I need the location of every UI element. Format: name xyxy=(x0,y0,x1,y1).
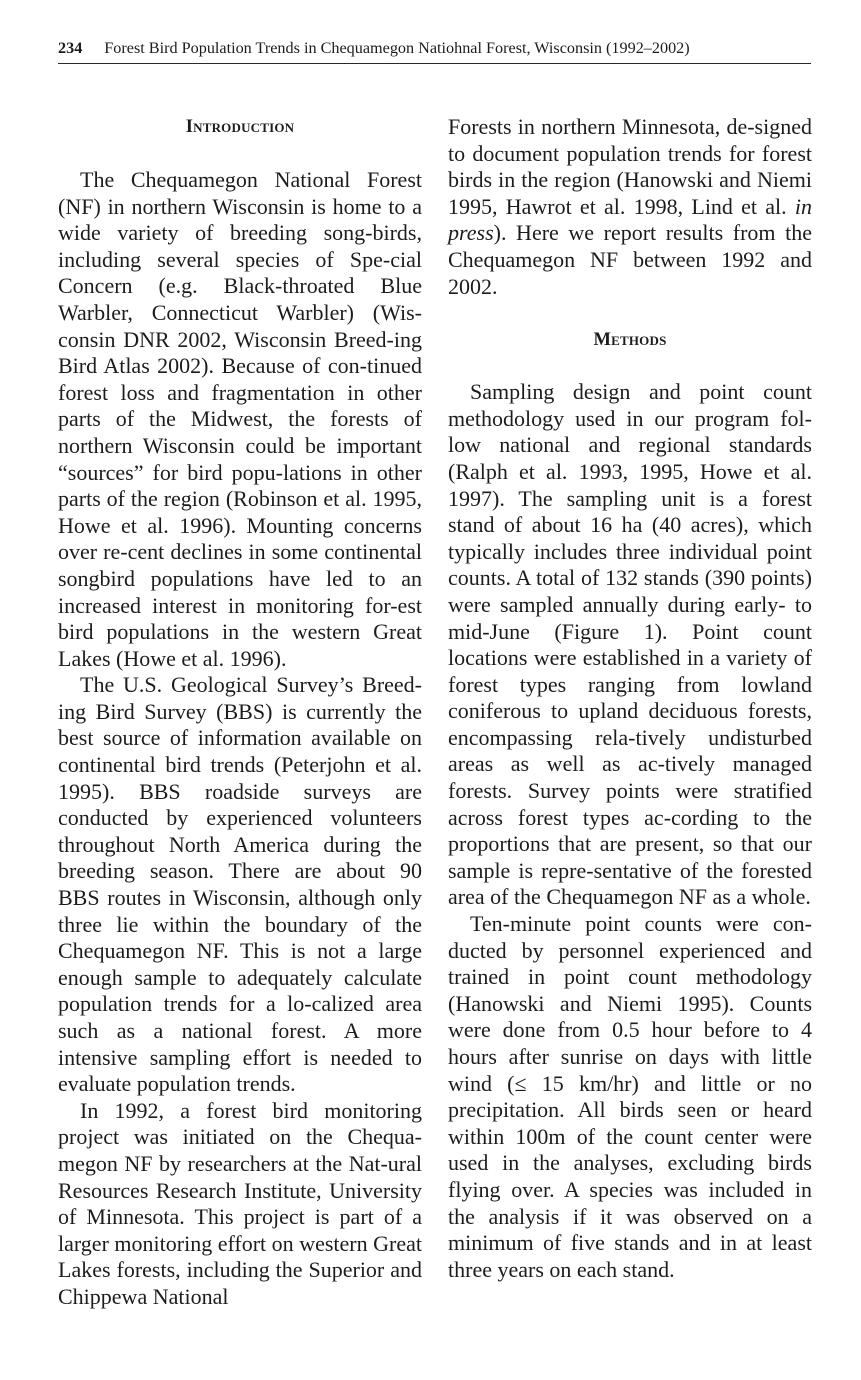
intro-paragraph-3-continued xyxy=(448,114,812,300)
left-column xyxy=(58,114,422,1311)
intro-paragraph-3: In 1992, a forest bird monitoring project was initiated on the Chequa-megon NF by researchers at the Nat-ural Resources Research Institute, University of Minnesota. This project is part of a larger monitoring effort on western Great Lakes forests, including the Superior and Chippewa National xyxy=(58,1097,422,1309)
page-number: 234 xyxy=(58,39,83,57)
in-press-citation: in press xyxy=(448,193,812,246)
intro-paragraph-1: The Chequamegon National Forest (NF) in northern Wisconsin is home to a wide variety of breeding song-birds, including several species of Spe-cial Concern (e.g. Black-throated Blue Warbler, Connecticut Warbler) (Wis-consin DNR 2002, Wisconsin Breed-ing Bird Atlas 2002). Because of con-tinued forest loss and fragmentation in other parts of the Midwest, the forests of northern Wisconsin could be important “sources” for bird popu-lations in other parts of the region (Robinson et al. 1995, Howe et al. 1996). Mounting concerns over re-cent declines in some continental songbird populations have led to an increased interest in monitoring for-est bird populations in the western Great Lakes (Howe et al. 1996). xyxy=(58,167,422,671)
continued-text-end: ). Here we report results from the Chequamegon NF between 1992 and 2002. xyxy=(448,220,812,299)
intro-paragraph-2: The U.S. Geological Survey’s Breed-ing Bird Survey (BBS) is currently the best source of information available on continental bird trends (Peterjohn et al. 1995). BBS roadside surveys are conducted by experienced volunteers throughout North America during the breeding season. There are about 90 BBS routes in Wisconsin, although only three lie within the boundary of the Chequamegon NF. This is not a large enough sample to adequately calculate population trends for a lo-calized area such as a national forest. A more intensive sampling effort is needed to evaluate population trends. xyxy=(58,672,422,1097)
running-title: Forest Bird Population Trends in Chequamegon Natiohnal Forest, Wisconsin (1992–2002) xyxy=(104,39,690,57)
right-column xyxy=(448,114,812,1283)
methods-heading: Methods xyxy=(593,330,667,351)
running-header xyxy=(58,37,811,64)
methods-paragraph-1: Sampling design and point count methodology used in our program fol-low national and regional standards (Ralph et al. 1993, 1995, Howe et al. 1997). The sampling unit is a forest stand of about 16 ha (40 acres), which typically includes three individual point counts. A total of 132 stands (390 points) were sampled annually during early- to mid-June (Figure 1). Point count locations were established in a variety of forest types ranging from lowland coniferous to upland deciduous forests, encompassing rela-tively undisturbed areas as well as ac-tively managed forests. Survey points were stratified across forest types ac-cording to the proportions that are present, so that our sample is repre-sentative of the forested area of the Chequamegon NF as a whole. xyxy=(448,379,812,910)
introduction-heading: Introduction xyxy=(185,117,295,137)
continued-text-start: Forests in northern Minnesota, de-signed to document population trends for forest birds in the region (Hanowski and Niemi 1995, Hawrot et al. 1998, Lind et al. xyxy=(448,114,812,219)
methods-paragraph-2: Ten-minute point counts were con-ducted by personnel experienced and trained in point count methodology (Hanowski and Niemi 1995). Counts were done from 0.5 hour before to 4 hours after sunrise on days with little wind (≤ 15 km/hr) and little or no precipitation. All birds seen or heard within 100m of the count center were used in the analyses, excluding birds flying over. A species was included in the analysis if it was observed on a minimum of five stands and in at least three years on each stand. xyxy=(448,911,812,1282)
